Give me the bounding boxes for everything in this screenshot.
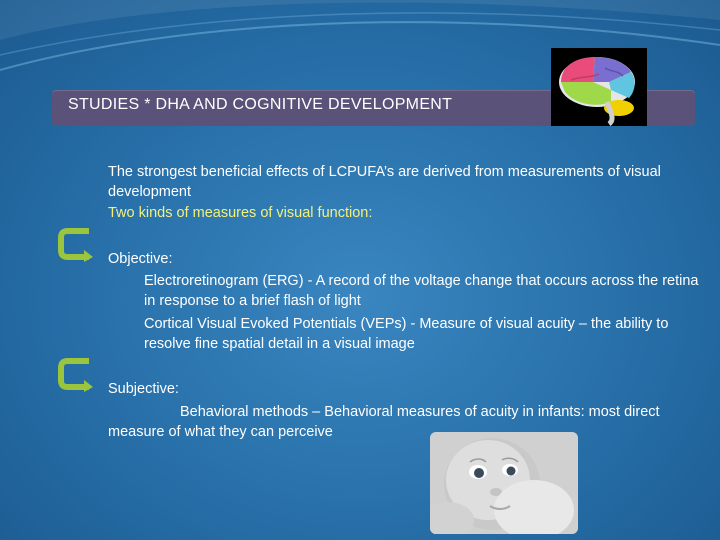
curved-arrow-icon — [58, 226, 94, 262]
measures-text: Two kinds of measures of visual function: — [108, 205, 373, 221]
objective-heading: Objective: — [108, 251, 173, 267]
subjective-text-content: Behavioral methods – Behavioral measures of acuity in infants: most direct measure of what they can perceive — [108, 404, 660, 440]
brain-image — [551, 48, 647, 126]
subjective-heading: Subjective: — [108, 381, 179, 397]
objective-item-erg: Electroretinogram (ERG) - A record of the voltage change that occurs across the retina in response to a brief flash of light — [144, 273, 699, 309]
slide-title: STUDIES * DHA AND COGNITIVE DEVELOPMENT — [68, 96, 453, 113]
objective-item-vep: Cortical Visual Evoked Potentials (VEPs) - Measure of visual acuity – the ability to resolve fine spatial detail in a visual image — [144, 316, 669, 352]
infant-photo — [430, 432, 578, 534]
curved-arrow-icon — [58, 356, 94, 392]
intro-text: The strongest beneficial effects of LCPUFA’s are derived from measurements of visual development — [108, 164, 661, 200]
subjective-text — [108, 402, 668, 442]
